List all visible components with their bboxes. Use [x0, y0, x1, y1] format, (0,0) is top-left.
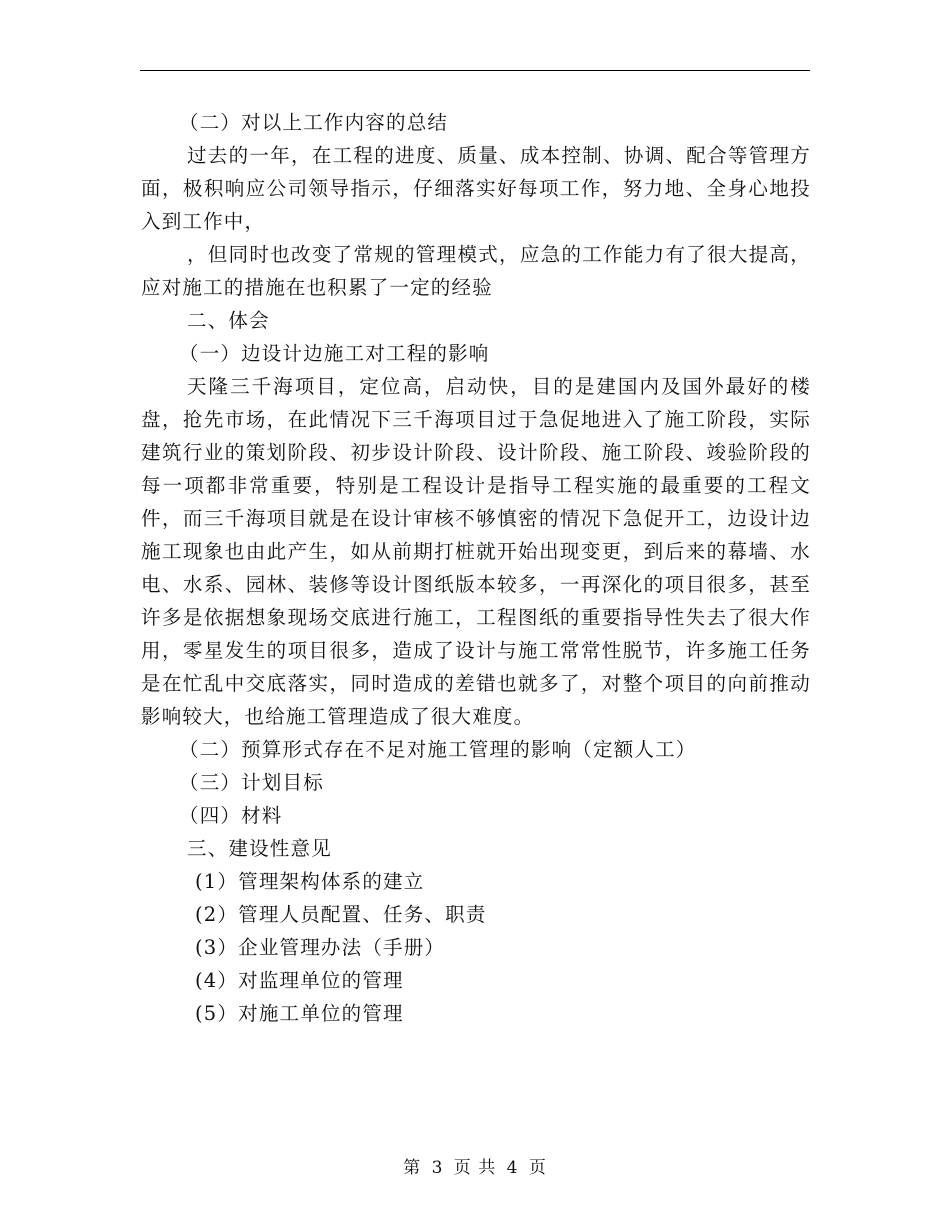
section-heading: （四）材料: [179, 804, 283, 827]
paragraph: ，但同时也改变了常规的管理模式，应急的工作能力有了很大提高，应对施工的措施在也积累了一定的经验: [141, 243, 811, 299]
paragraph: 天隆三千海项目，定位高，启动快，目的是建国内及国外最好的楼盘，抢先市场，在此情况下三千海项目过于急促地进入了施工阶段，实际建筑行业的策划阶段、初步设计阶段、设计阶段、施工阶段、竣验阶段的每一项都非常重要，特别是工程设计是指导工程实施的最重要的工程文件，而三千海项目就是在设计审核不够慎密的情况下急促开工，边设计边施工现象也由此产生，如从前期打桩就开始出现变更，到后来的幕墙、水电、水系、园林、装修等设计图纸版本较多，一再深化的项目很多，甚至许多是依据想象现场交底进行施工，工程图纸的重要指导性失去了很大作用，零星发生的项目很多，造成了设计与施工常常性脱节，许多施工任务是在忙乱中交底落实，同时造成的差错也就多了，对整个项目的向前推动影响较大，也给施工管理造成了很大难度。: [141, 375, 811, 728]
list-item: (2）管理人员配置、任务、职责: [195, 903, 487, 926]
page-number-footer: [0, 1153, 950, 1178]
footer-prefix: 第: [403, 1158, 422, 1178]
list-item: (3）企业管理办法（手册）: [195, 936, 446, 959]
list-item: (5）对施工单位的管理: [195, 1002, 404, 1025]
section-heading: （二）预算形式存在不足对施工管理的影响（定额人工）: [179, 738, 697, 761]
section-heading: （三）计划目标: [179, 771, 324, 794]
footer-middle: 页 共: [453, 1158, 497, 1178]
section-heading: 三、建设性意见: [187, 837, 332, 860]
header-rule: [140, 70, 810, 71]
paragraph: 过去的一年，在工程的进度、质量、成本控制、协调、配合等管理方面，极积响应公司领导指示，仔细落实好每项工作，努力地、全身心地投入到工作中，: [141, 144, 811, 233]
list-item: (4）对监理单位的管理: [195, 969, 404, 992]
section-heading: 二、体会: [187, 309, 270, 332]
footer-total-pages: 4: [506, 1158, 519, 1178]
footer-suffix: 页: [528, 1158, 547, 1178]
section-heading: （二）对以上工作内容的总结: [179, 111, 449, 134]
list-item: (1）管理架构体系的建立: [195, 870, 425, 893]
footer-current-page: 3: [431, 1158, 444, 1178]
document-body: [141, 106, 811, 1030]
section-heading: （一）边设计边施工对工程的影响: [179, 342, 490, 365]
